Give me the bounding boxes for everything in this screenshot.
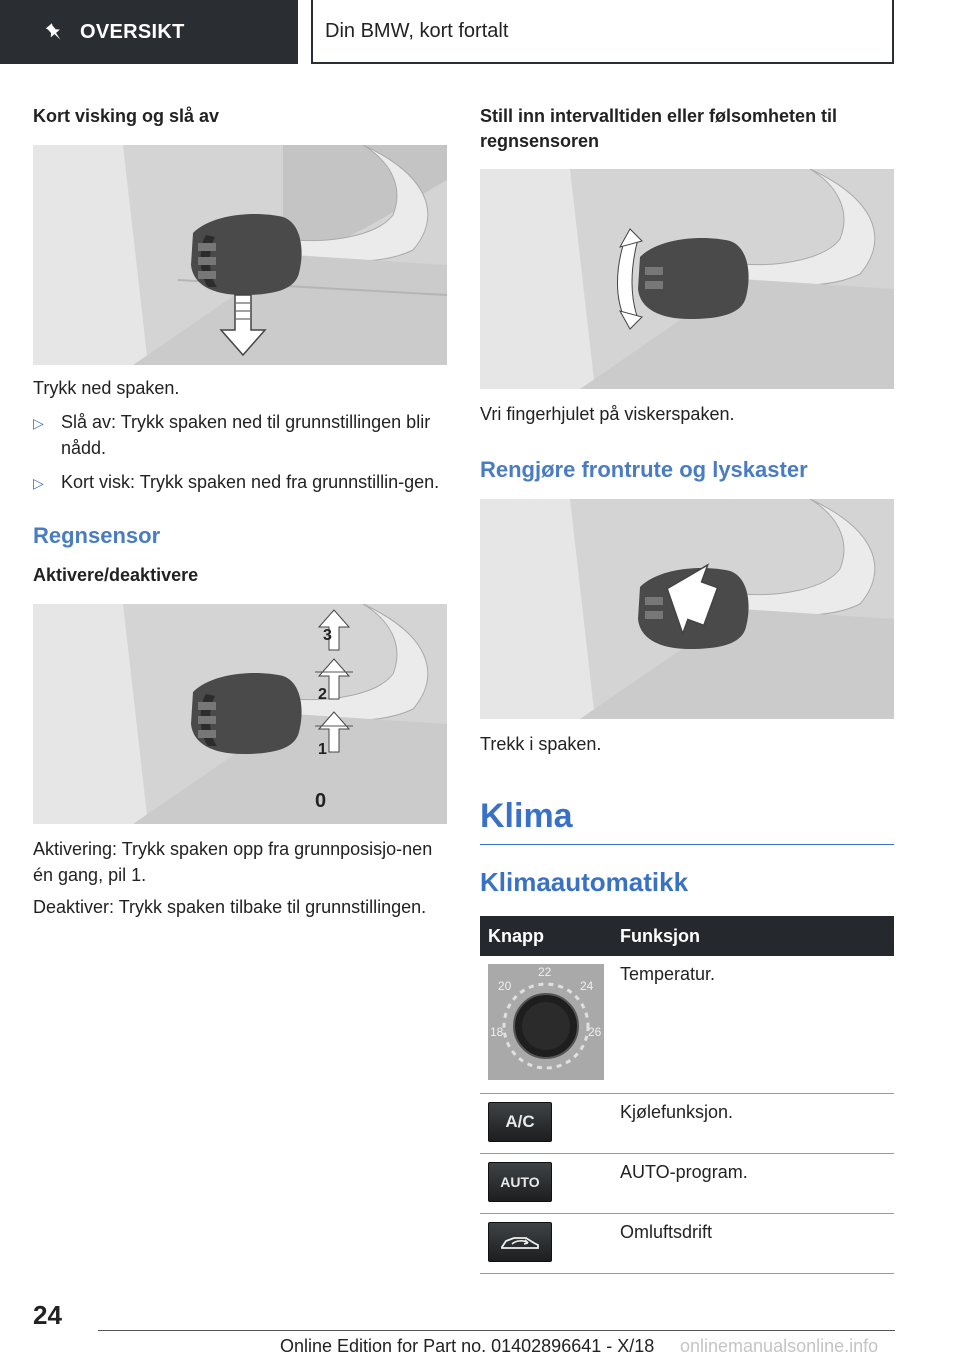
fig-label-1: 1 bbox=[318, 741, 327, 758]
function-cell: Omluftsdrift bbox=[612, 1214, 894, 1274]
heading-activate: Aktivere/deaktivere bbox=[33, 565, 199, 585]
heading-short-wipe: Kort visking og slå av bbox=[33, 106, 220, 126]
chapter-header-label: Din BMW, kort fortalt bbox=[325, 19, 509, 42]
col-header-function: Funksjon bbox=[612, 916, 894, 956]
function-cell: Temperatur. bbox=[612, 956, 894, 1094]
dial-label: 20 bbox=[498, 979, 512, 993]
triangle-bullet-icon: ▷ bbox=[33, 415, 44, 431]
caption-pull: Trekk i spaken. bbox=[480, 734, 602, 754]
section-title-windscreen: Rengjøre frontrute og lyskaster bbox=[480, 457, 808, 482]
figure-lever-up bbox=[33, 604, 447, 824]
bullet-text: Slå av: Trykk spaken ned til grunnstillingen blir nådd. bbox=[61, 412, 431, 458]
footer-rule bbox=[98, 1330, 895, 1331]
bullet-text: Kort visk: Trykk spaken ned fra grunnstillin-gen. bbox=[61, 472, 440, 492]
caption-press-down: Trykk ned spaken. bbox=[33, 378, 180, 398]
function-cell: AUTO-program. bbox=[612, 1154, 894, 1214]
figure-thumbwheel bbox=[480, 169, 894, 389]
table-row bbox=[480, 1154, 894, 1214]
function-cell: Kjølefunksjon. bbox=[612, 1094, 894, 1154]
table-header-row bbox=[480, 916, 894, 956]
button-cell bbox=[480, 956, 612, 1094]
dial-label: 26 bbox=[588, 1025, 602, 1039]
left-column bbox=[33, 104, 447, 920]
chapter-header bbox=[311, 0, 894, 64]
para-deactivation: Deaktiver: Trykk spaken tilbake til grunnstillingen. bbox=[33, 897, 427, 917]
table-row bbox=[480, 1094, 894, 1154]
triangle-bullet-icon: ▷ bbox=[33, 475, 44, 491]
dial-label: 22 bbox=[538, 965, 552, 979]
fig-label-3: 3 bbox=[323, 627, 332, 644]
subchapter-title: Klimaautomatikk bbox=[480, 867, 689, 897]
page-number: 24 bbox=[33, 1300, 62, 1330]
fig-label-2: 2 bbox=[318, 686, 327, 703]
button-cell bbox=[480, 1154, 612, 1214]
para-activation: Aktivering: Trykk spaken opp fra grunnposisjo-nen én gang, pil 1. bbox=[33, 839, 433, 885]
section-title-rain-sensor: Regnsensor bbox=[33, 523, 161, 548]
dial-label: 24 bbox=[580, 979, 594, 993]
figure-lever-down bbox=[33, 145, 447, 365]
bullet-short-wipe bbox=[33, 469, 447, 495]
button-cell bbox=[480, 1214, 612, 1274]
section-tab-label: OVERSIKT bbox=[80, 20, 185, 43]
chapter-title-klima: Klima bbox=[480, 797, 573, 835]
button-cell bbox=[480, 1094, 612, 1154]
heading-interval: Still inn intervalltiden eller følsomheten til regnsensoren bbox=[480, 106, 838, 151]
bullet-switch-off bbox=[33, 409, 447, 461]
caption-thumbwheel: Vri fingerhjulet på viskerspaken. bbox=[480, 404, 735, 424]
edition-text: Online Edition for Part no. 01402896641 - X/18 bbox=[280, 1336, 655, 1356]
right-column bbox=[480, 104, 894, 1274]
climate-button-table bbox=[480, 916, 894, 1274]
watermark: onlinemanualsonline.info bbox=[680, 1336, 879, 1356]
recirculation-icon bbox=[488, 1222, 552, 1262]
table-row bbox=[480, 1214, 894, 1274]
col-header-button: Knapp bbox=[480, 916, 612, 956]
table-row bbox=[480, 956, 894, 1094]
dial-label: 18 bbox=[490, 1025, 504, 1039]
auto-button-icon: AUTO bbox=[488, 1162, 552, 1202]
chapter-rule bbox=[480, 844, 894, 845]
ac-button-icon: A/C bbox=[488, 1102, 552, 1142]
pushpin-icon bbox=[42, 20, 66, 44]
section-tab[interactable] bbox=[0, 0, 298, 64]
fig-label-0: 0 bbox=[315, 790, 327, 812]
figure-lever-pull bbox=[480, 499, 894, 719]
temperature-dial-icon bbox=[488, 964, 604, 1080]
